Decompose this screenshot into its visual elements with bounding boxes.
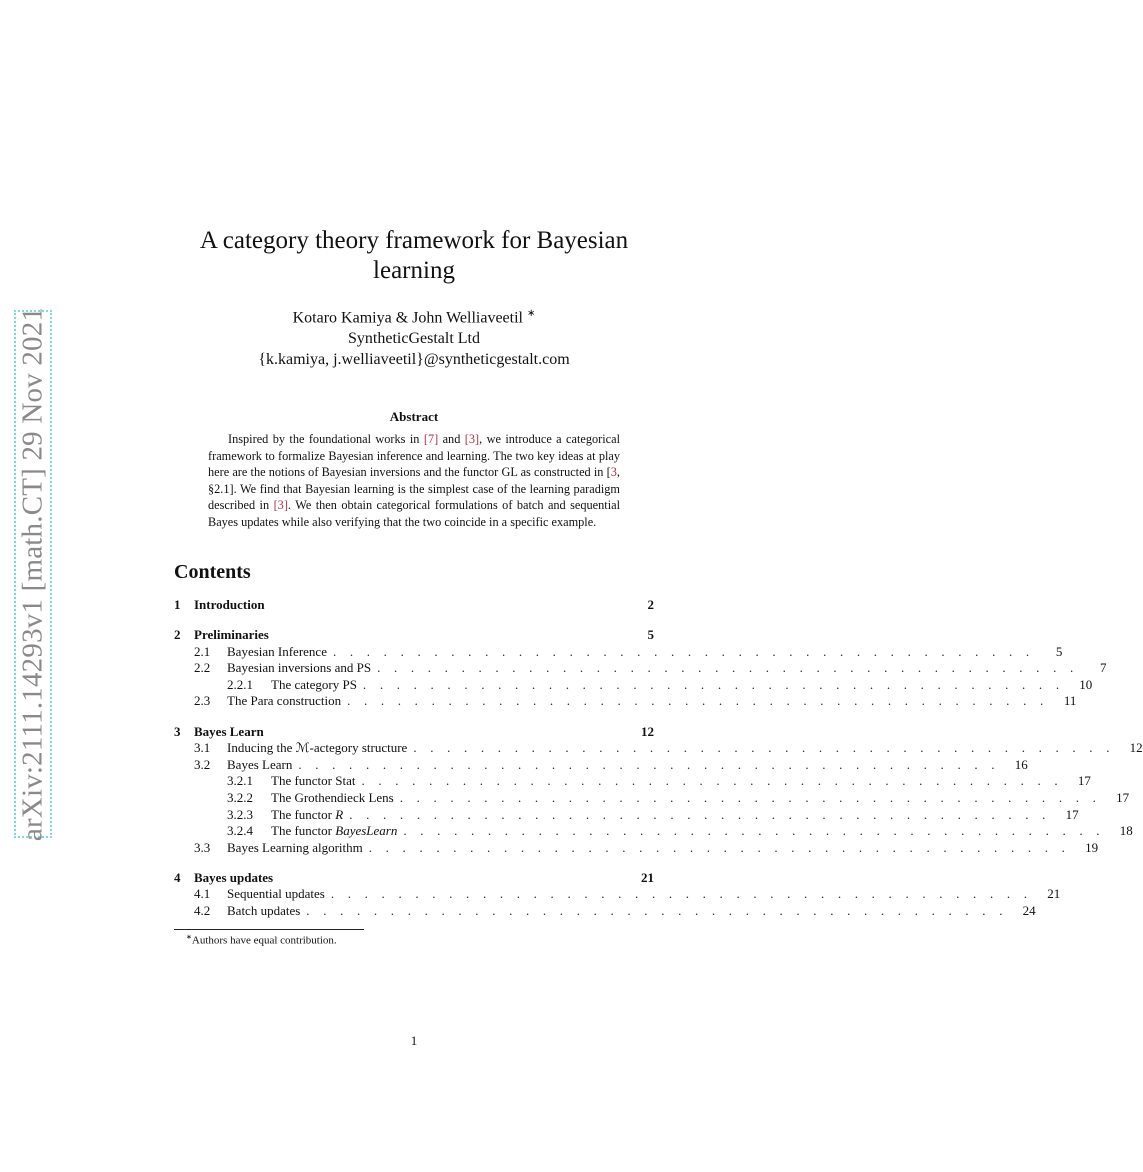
toc-title: Introduction <box>194 597 265 612</box>
toc-page: 17 <box>1077 773 1091 789</box>
toc-page: 24 <box>1022 903 1036 918</box>
toc-number: 1 <box>174 597 181 612</box>
toc-title: Batch updates <box>227 903 301 918</box>
math-symbol: R <box>335 806 344 822</box>
toc-number: 3.3 <box>194 839 211 855</box>
toc-entry[interactable] <box>174 903 1036 920</box>
toc-leader-dots: . . . . . . . . . . . . . . . . . . . . . . . . . . . . . . . . . . . . . . . . . . <box>413 740 1115 756</box>
abstract-part: . We find that Bayesian learning is the simplest case of the learning paradigm described in <box>208 481 620 513</box>
toc-title: Inducing the ℳ-actegory structure <box>227 740 408 756</box>
toc-entry[interactable] <box>174 886 1061 903</box>
toc-entry[interactable] <box>174 823 1133 840</box>
toc-number: 4 <box>174 869 181 885</box>
toc-entry[interactable] <box>174 756 1028 774</box>
toc-title: The Para construction <box>227 693 342 709</box>
toc-page: 19 <box>1085 839 1099 855</box>
toc-title: Sequential updates <box>227 886 325 902</box>
abstract-part: , §2.1] <box>208 465 620 496</box>
footnote-divider <box>174 929 364 930</box>
author-footnote-marker: ∗ <box>526 308 536 319</box>
toc-page: 18 <box>1119 823 1133 839</box>
toc-title: Bayes Learn <box>194 723 264 739</box>
footnote-text: Authors have equal contribution. <box>191 934 337 947</box>
paper-title <box>180 226 648 286</box>
toc-number: 2 <box>174 627 181 643</box>
author-names: Kotaro Kamiya & John Welliaveetil <box>292 309 523 327</box>
toc-leader-dots: . . . . . . . . . . . . . . . . . . . . . . . . . . . . . . . . . . . . . . . . . . <box>377 660 1079 676</box>
toc-page: 12 <box>641 723 654 739</box>
toc-entry[interactable] <box>174 806 1079 824</box>
citation-link[interactable]: 3 <box>610 465 617 480</box>
toc-leader-dots: . . . . . . . . . . . . . . . . . . . . . . . . . . . . . . . . . . . . . . . . . . <box>306 903 1008 918</box>
title-line-2: learning <box>373 257 455 284</box>
toc-page: 2 <box>647 597 654 612</box>
toc-page: 5 <box>647 627 654 643</box>
toc-number: 2.1 <box>194 643 211 659</box>
toc-page: 10 <box>1079 676 1093 692</box>
footnote-marker: ∗ <box>186 933 192 941</box>
abstract-part: [ <box>606 465 611 480</box>
toc-title: The functor BayesLearn <box>271 823 398 839</box>
toc-entry[interactable] <box>174 740 1143 757</box>
toc-leader-dots: . . . . . . . . . . . . . . . . . . . . . . . . . . . . . . . . . . . . . . . . . . <box>399 789 1102 805</box>
title-line-1: A category theory framework for Bayesian <box>199 227 629 254</box>
toc-number: 3.1 <box>194 740 211 756</box>
abstract-text <box>208 431 620 531</box>
toc-entry[interactable] <box>174 660 1107 677</box>
arxiv-sidebar-stamp <box>14 306 52 842</box>
toc-page: 21 <box>641 869 654 885</box>
author-affiliation: SyntheticGestalt Ltd <box>348 330 480 348</box>
toc-leader-dots: . . . . . . . . . . . . . . . . . . . . . . . . . . . . . . . . . . . . . . . . . . <box>349 806 1051 822</box>
toc-leader-dots: . . . . . . . . . . . . . . . . . . . . . . . . . . . . . . . . . . . . . . . . . . <box>403 823 1105 839</box>
toc-page: 5 <box>1055 643 1063 659</box>
toc-leader-dots: . . . . . . . . . . . . . . . . . . . . . . . . . . . . . . . . . . . . . . . . . . <box>298 756 1000 772</box>
footnote <box>186 933 337 947</box>
toc-page: 12 <box>1129 740 1143 756</box>
toc-page: 17 <box>1065 806 1079 822</box>
toc-number: 3.2.2 <box>227 789 253 805</box>
toc-number: 2.3 <box>194 693 211 709</box>
abstract-part: Inspired by the foundational works in <box>228 432 424 446</box>
abstract-part: and <box>438 432 465 446</box>
toc-title: Bayesian Inference <box>227 643 327 659</box>
author-names-line <box>180 303 648 328</box>
toc-page: 11 <box>1063 693 1077 709</box>
toc-entry[interactable] <box>174 597 654 614</box>
contents-heading: Contents <box>174 561 251 583</box>
arxiv-identifier: arXiv:2111.14293v1 [math.CT] 29 Nov 2021 <box>16 306 49 842</box>
abstract-part: . We then obtain categorical formulations of batch and sequential Bayes updates while also verifying that the two coincide in a specific example. <box>208 498 620 529</box>
toc-leader-dots: . . . . . . . . . . . . . . . . . . . . . . . . . . . . . . . . . . . . . . . . . . <box>347 693 1049 709</box>
toc-number: 4.1 <box>194 886 211 902</box>
toc-entry[interactable] <box>174 870 654 887</box>
toc-title: The functor R <box>271 806 344 822</box>
toc-number: 4.2 <box>194 903 211 918</box>
toc-number: 3 <box>174 723 181 739</box>
page-number: 1 <box>410 1033 418 1048</box>
toc-title: Preliminaries <box>194 627 269 643</box>
toc-leader-dots: . . . . . . . . . . . . . . . . . . . . . . . . . . . . . . . . . . . . . . . . . . <box>362 676 1065 692</box>
toc-entry[interactable] <box>174 839 1099 857</box>
citation-link[interactable]: [3] <box>464 432 480 446</box>
abstract-part: , we introduce a categorical framework to formalize Bayesian inference and learning. The two key ideas at play here are the notions of Bayesian inversions and the functor GL as constructed in <box>208 432 620 480</box>
author-email: {k.kamiya, j.welliaveetil}@syntheticgestalt.com <box>258 351 570 369</box>
toc-entry[interactable] <box>174 773 1091 790</box>
toc-entry[interactable] <box>174 627 654 644</box>
toc-number: 2.2 <box>194 660 211 676</box>
toc-number: 3.2.4 <box>227 823 253 839</box>
table-of-contents <box>174 597 1143 920</box>
citation-link[interactable]: [7] <box>423 432 439 446</box>
toc-title: Bayes Learn <box>227 756 293 772</box>
toc-leader-dots: . . . . . . . . . . . . . . . . . . . . . . . . . . . . . . . . . . . . . . . . . . <box>361 773 1063 789</box>
toc-page: 21 <box>1047 886 1061 902</box>
toc-title: Bayes updates <box>194 869 274 885</box>
toc-entry[interactable] <box>174 693 1077 710</box>
author-block <box>180 303 648 370</box>
citation-link[interactable]: [3] <box>273 498 288 513</box>
toc-title: The Grothendieck Lens <box>271 789 394 805</box>
toc-title: The functor Stat <box>271 773 356 789</box>
toc-entry[interactable] <box>174 676 1093 694</box>
toc-leader-dots: . . . . . . . . . . . . . . . . . . . . . . . . . . . . . . . . . . . . . . . . . . <box>332 643 1035 659</box>
toc-page: 17 <box>1116 789 1130 805</box>
math-symbol: BayesLearn <box>335 823 398 839</box>
toc-leader-dots: . . . . . . . . . . . . . . . . . . . . . . . . . . . . . . . . . . . . . . . . . . <box>330 886 1033 902</box>
toc-entry[interactable] <box>174 789 1130 807</box>
toc-page: 7 <box>1099 660 1107 676</box>
toc-number: 3.2.1 <box>227 773 253 789</box>
toc-number: 3.2 <box>194 756 211 772</box>
toc-title: The category PS <box>271 676 357 692</box>
toc-title: Bayesian inversions and PS <box>227 660 372 676</box>
toc-leader-dots: . . . . . . . . . . . . . . . . . . . . . . . . . . . . . . . . . . . . . . . . . . <box>368 839 1071 855</box>
toc-number: 3.2.3 <box>227 806 253 822</box>
toc-title: Bayes Learning algorithm <box>227 839 363 855</box>
abstract-heading: Abstract <box>389 409 439 424</box>
toc-number: 2.2.1 <box>227 676 253 692</box>
toc-entry[interactable] <box>174 643 1063 661</box>
toc-entry[interactable] <box>174 724 654 741</box>
toc-page: 16 <box>1014 756 1028 772</box>
